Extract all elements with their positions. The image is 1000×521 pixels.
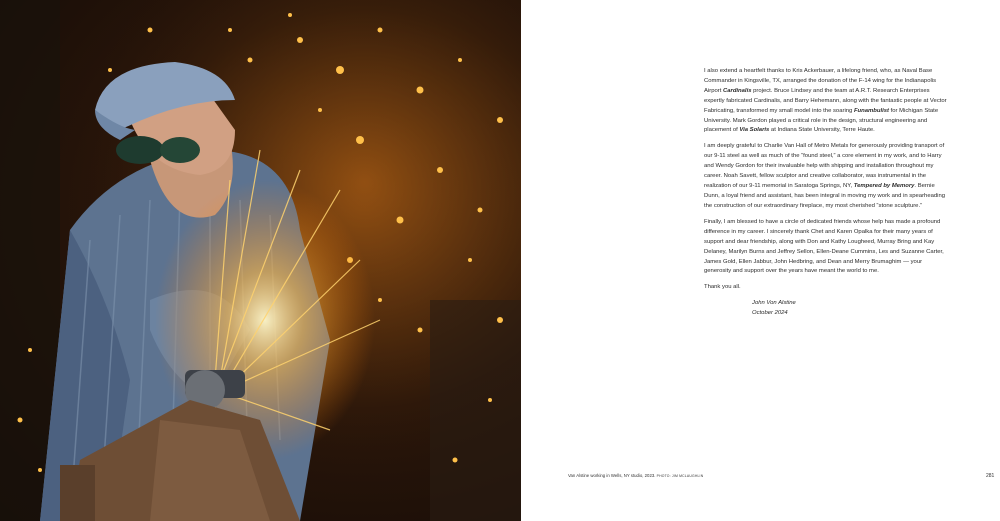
closing-line: Thank you all. [704,284,741,291]
signature-name: John Von Alstine [752,300,796,307]
paragraph-2: I am deeply grateful to Charlie Van Hall of Metro Metals for generously providing transport of our 9-11 steel as well as much of the “found steel,” a core element in my work, and to Harry and Wendy Gordon for their invaluable help with shipping and installation throughout my career. Noah Savett, fellow sculptor and creative collaborator, was instrumental in the realization of our 9-11 memorial in Saratoga Springs, NY, Tempered by Memory. Bernie Dunn, a loyal friend and assistant, has been integral in moving my work and in spearheading the construction of our extraordinary fireplace, my most cherished “stone sculpture.” [704,143,946,209]
title-emphasis: Funambulist [853,107,889,114]
title-emphasis: Via Solaris [739,127,770,134]
acknowledgements-text [704,67,949,319]
signature-date: October 2024 [752,310,788,317]
caption-text: Van Alstine working in Wells, NY studio, 2023. [568,473,656,478]
paragraph-3: Finally, I am blessed to have a circle of dedicated friends whose help has made a profound difference in my career. I sincerely thank Chet and Karen Opalka for their many years of support and dear friendship, along with Don and Kathy Lougheed, Murray Bring and Kay Delaney, Marilyn Burns and Jeffrey Sellon, Ellen-Deane Cummins, Les and Suzanne Carter, James Gold, Ellen Jabbur, John Hedbring, and Dean and Merry Brumaghim — your generosity and support over the years have meant the world to me. [704,218,944,275]
paragraph-1: I also extend a heartfelt thanks to Kris Ackerbauer, a lifelong friend, who, as Naval Base Commander in Kingsville, TX, arranged the donation of the F-14 wing for the Indianapolis Airport Cardinalis project. Bruce Lindsey and the team at A.R.T. Research Enterprises expertly fabricated Cardinalis, and Barry Hehemann, along with the fantastic people at Vector Fabricating, transformed my small model into the soaring Funambulist for Michigan State University. Mark Gordon played a critical role in the design, structural engineering and placement of Via Solaris at Indiana State University, Terre Haute. [704,68,947,134]
title-emphasis: Cardinalis [723,87,752,94]
photo-credit: PHOTO: JIM MCLAUGHLIN [656,474,704,478]
page-number: 281 [986,473,995,479]
title-emphasis: Tempered by Memory [853,183,915,190]
photo-caption [568,473,703,478]
